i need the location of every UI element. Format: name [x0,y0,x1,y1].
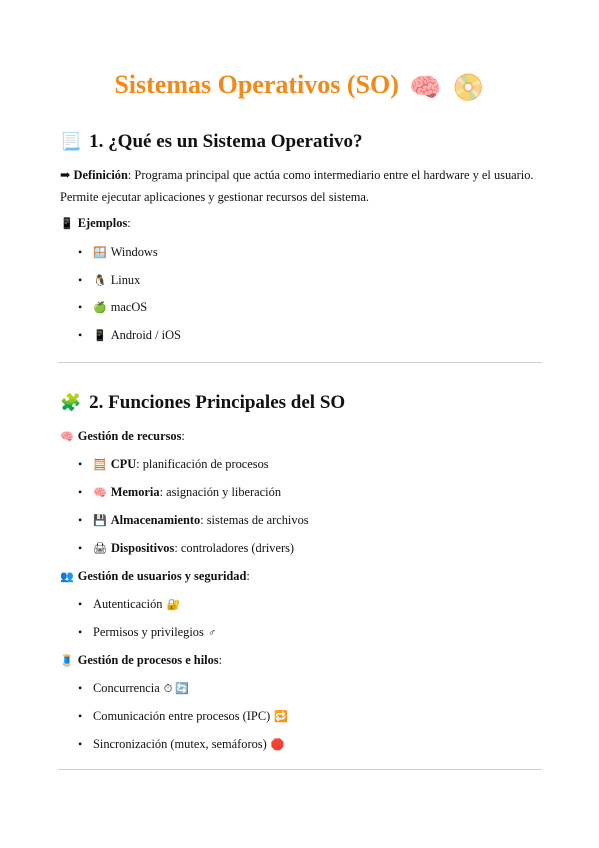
list-item [78,623,216,642]
users-icon: 👥 [60,571,74,583]
bullet: • [78,541,83,555]
stopwatch-refresh-icon: ⏱ 🔄 [163,683,189,695]
bullet: • [78,737,83,751]
processes-label-row [60,651,222,670]
list-item-text: Linux [110,273,141,287]
list-item [78,455,269,474]
users-label: Gestión de usuarios y seguridad [77,569,247,583]
mobile-phone-icon: 📱 [60,218,74,230]
male-sign-icon: ♂ [207,627,217,639]
list-item-text: macOS [110,300,148,314]
list-item [78,271,140,290]
users-label-row [60,567,250,586]
bullet: • [78,273,83,287]
list-item-text: Windows [110,245,158,259]
colon: : [127,216,131,230]
item-text: Sincronización (mutex, semáforos) [93,737,267,751]
definition-paragraph [60,164,540,208]
disc-icon: 📀 [452,73,485,102]
item-text: : asignación y liberación [159,485,282,499]
item-text: : planificación de procesos [136,457,269,471]
apple-icon: 🍏 [93,302,107,314]
colon: : [218,653,223,667]
bullet: • [78,597,83,611]
list-item [78,298,147,317]
arrow-right-icon: ➡ [60,168,71,182]
divider [58,769,542,770]
page-icon: 📃 [60,132,82,151]
definition-text: : Programa principal que actúa como intermediario entre el hardware y el usuario. Permite ejecutar aplicaciones y gestionar recursos del sistema. [60,168,534,204]
list-item [78,679,189,698]
bullet: • [78,709,83,723]
item-text: : sistemas de archivos [200,513,309,527]
list-item [78,539,294,558]
bullet: • [78,681,83,695]
abacus-icon: 🧮 [93,459,107,471]
item-text: : controladores (drivers) [174,541,295,555]
colon: : [181,429,185,443]
thread-icon: 🧵 [60,655,74,667]
list-item-text: Android / iOS [110,328,181,342]
list-item [78,511,309,530]
item-bold: Dispositivos [110,541,175,555]
examples-label: Ejemplos [77,216,128,230]
section2-heading-text: 2. Funciones Principales del SO [89,392,346,413]
resources-label: Gestión de recursos [77,429,182,443]
printer-icon: 🖨 [93,543,107,555]
divider [58,362,542,363]
bullet: • [78,485,83,499]
page-title [0,66,599,107]
list-item [78,326,181,345]
section2-heading [60,391,345,415]
lock-key-icon: 🔐 [166,599,181,611]
repeat-icon: 🔁 [274,711,288,723]
stop-sign-icon: 🛑 [270,739,285,751]
definition-label: Definición [73,168,128,182]
list-item [78,595,180,614]
section1-heading [60,130,363,154]
bullet: • [78,513,83,527]
processes-label: Gestión de procesos e hilos [77,653,219,667]
bullet: • [78,300,83,314]
colon: : [246,569,250,583]
item-text: Permisos y privilegios [93,625,204,639]
brain-icon: 🧠 [93,487,107,499]
item-text: Concurrencia [93,681,160,695]
window-icon: 🪟 [93,247,107,259]
list-item [78,735,284,754]
bullet: • [78,328,83,342]
brain-icon: 🧠 [409,73,442,102]
item-bold: CPU [110,457,137,471]
mobile-phone-icon: 📱 [93,330,107,342]
section1-heading-text: 1. ¿Qué es un Sistema Operativo? [89,131,363,152]
item-bold: Almacenamiento [110,513,201,527]
item-text: Comunicación entre procesos (IPC) [93,709,271,723]
puzzle-icon: 🧩 [60,393,82,412]
brain-icon: 🧠 [60,431,74,443]
item-text: Autenticación [93,597,163,611]
resources-label-row [60,427,185,446]
list-item [78,243,158,262]
title-text: Sistemas Operativos (SO) [114,70,399,99]
list-item [78,707,288,726]
bullet: • [78,245,83,259]
bullet: • [78,625,83,639]
floppy-disk-icon: 💾 [93,515,107,527]
penguin-icon: 🐧 [93,275,107,287]
examples-label-row [60,214,131,233]
bullet: • [78,457,83,471]
item-bold: Memoria [110,485,160,499]
list-item [78,483,281,502]
